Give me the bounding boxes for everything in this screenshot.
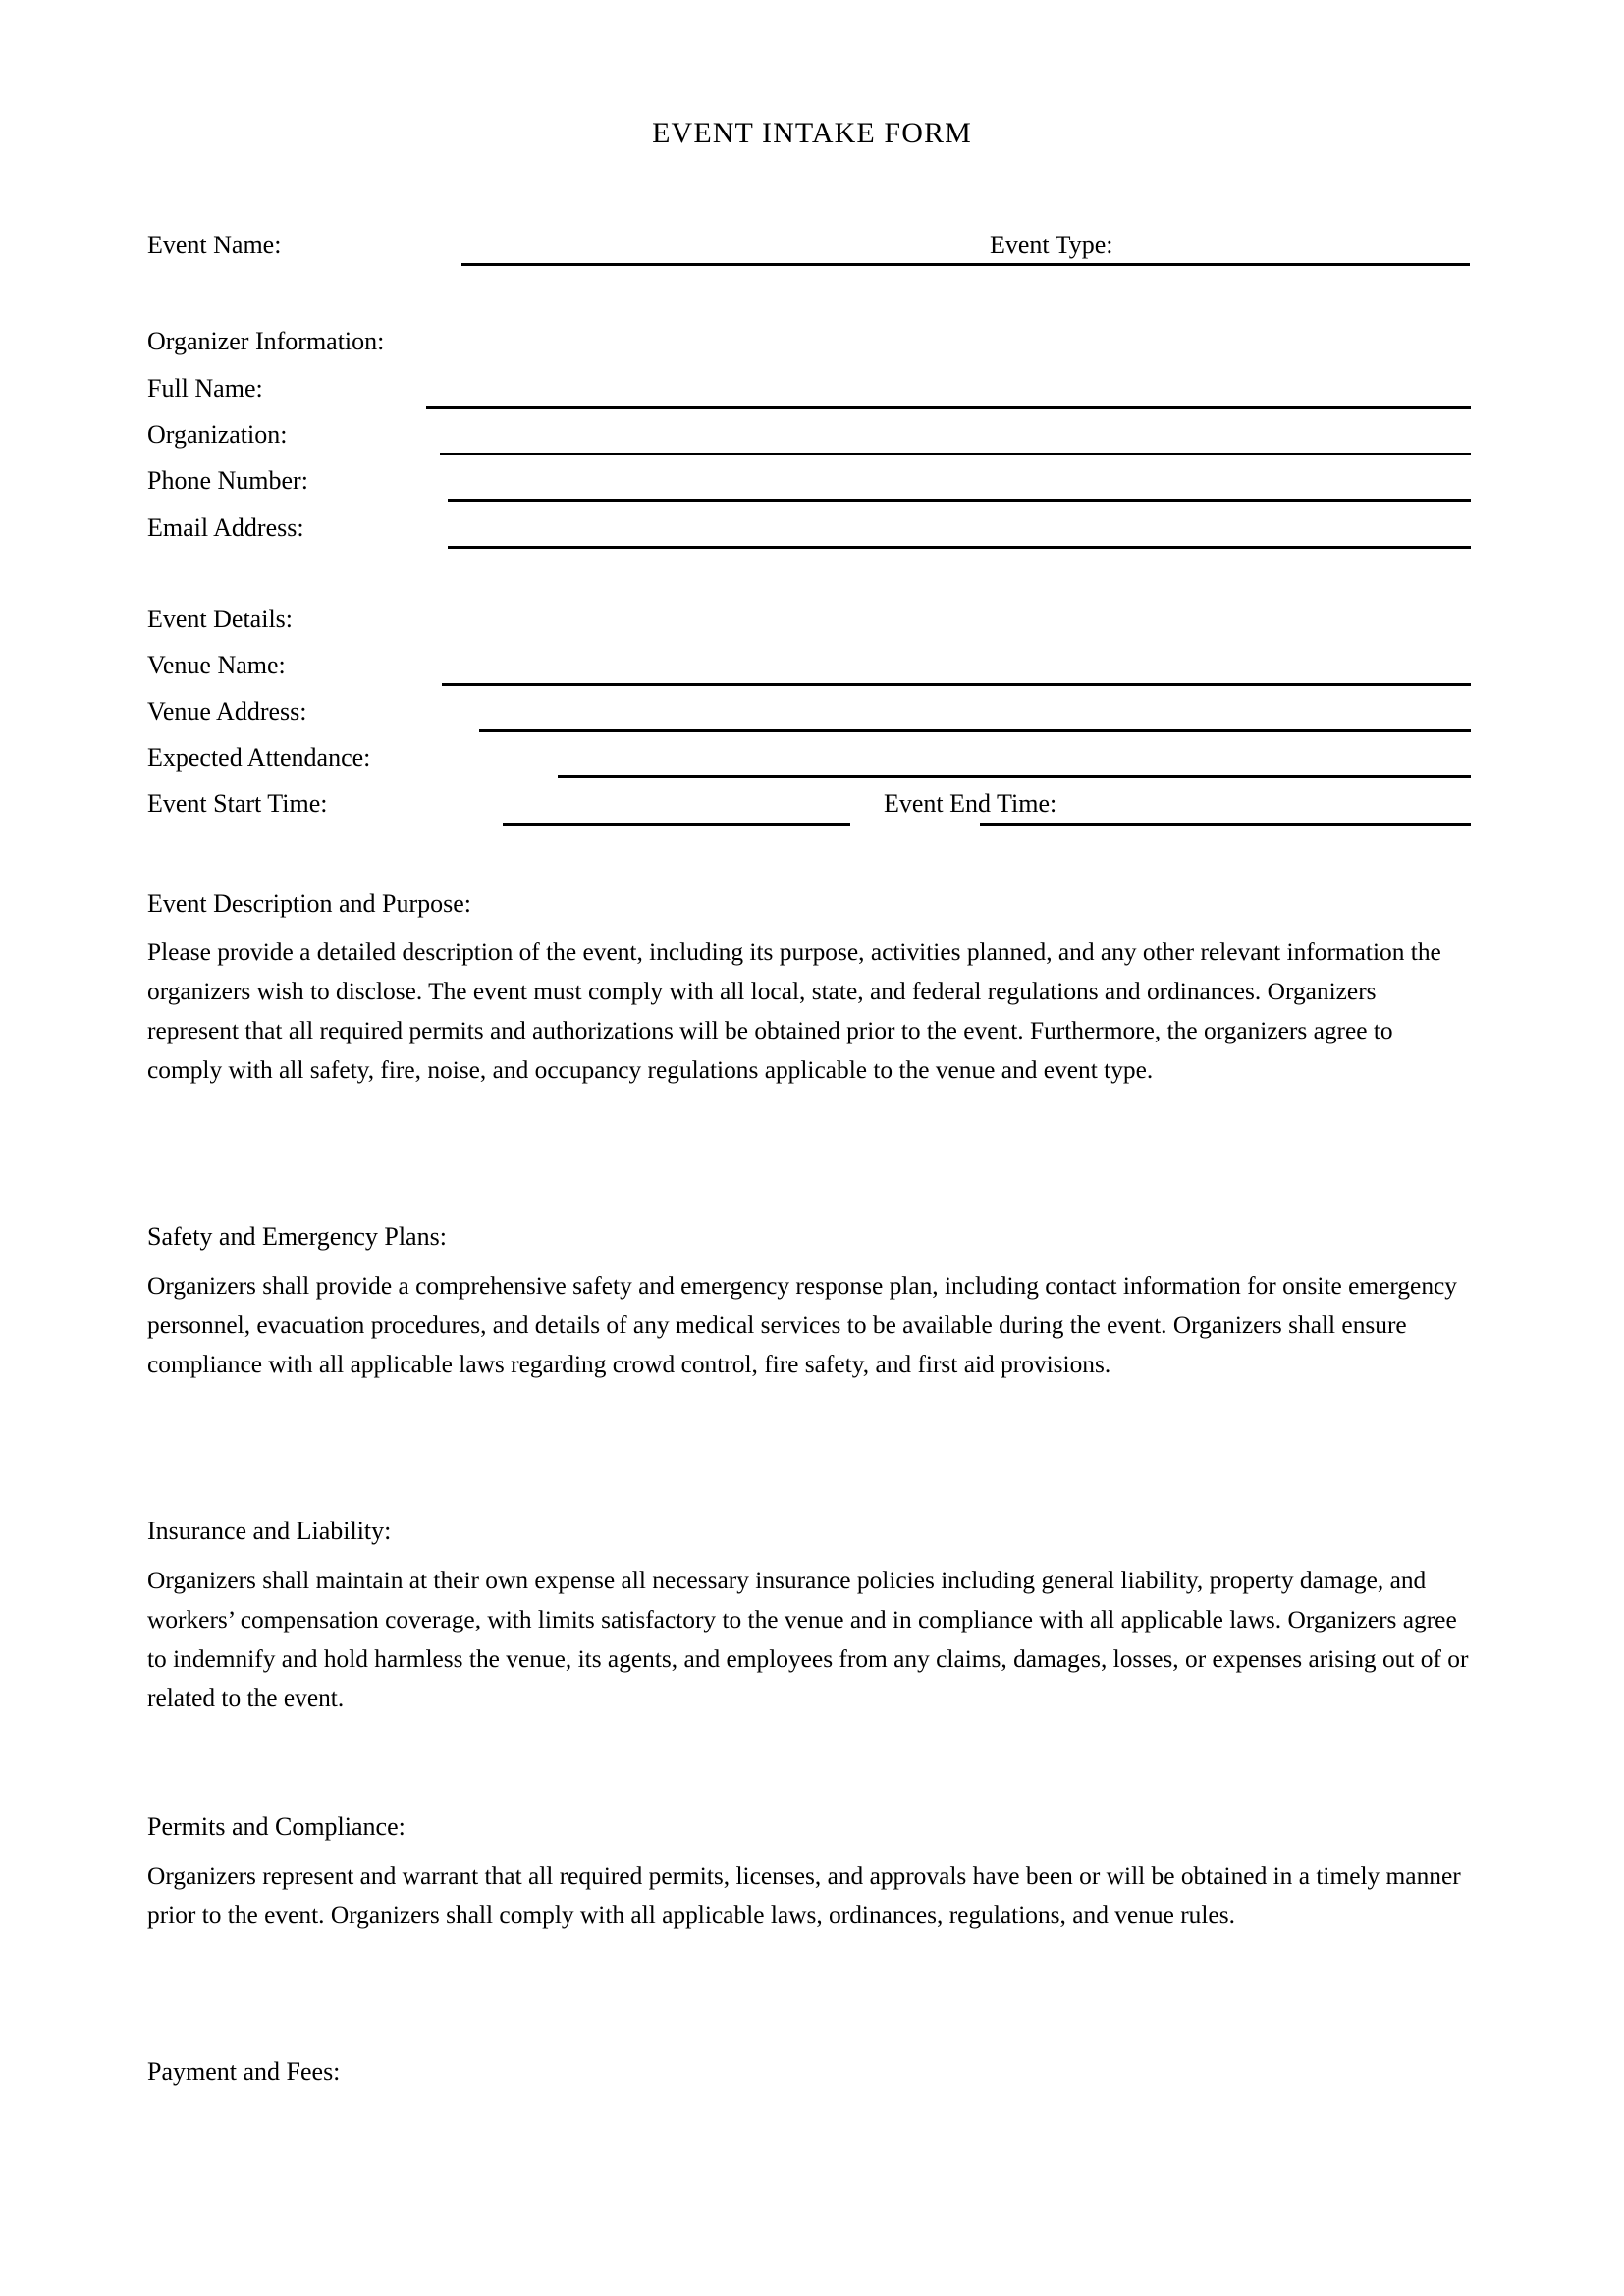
safety-emergency-heading: Safety and Emergency Plans: bbox=[147, 1222, 447, 1251]
event-description-body: Please provide a detailed description of the event, including its purpose, activities planned, and any other relevant information the organizers wish to disclose. The event must comply with all local, state, and federal regulations and ordinances. Organizers represent that all required permits and authorizations will be obtained prior to the event. Furthermore, the organizers agree to comply with all safety, fire, noise, and occupancy regulations applicable to the venue and event type. bbox=[147, 938, 1441, 1084]
organization-label: Organization: bbox=[147, 420, 288, 449]
event-end-time-label: Event End Time: bbox=[884, 789, 1057, 818]
insurance-liability-body: Organizers shall maintain at their own expense all necessary insurance policies including general liability, property damage, and workers’ compensation coverage, with limits satisfactory to the venue and in compliance with all applicable laws. Organizers agree to indemnify and hold harmless the venue, its agents, and employees from any claims, damages, losses, or expenses arising out of or related to the event. bbox=[147, 1567, 1469, 1712]
payment-fees-heading: Payment and Fees: bbox=[147, 2057, 341, 2086]
venue-address-input-rule[interactable] bbox=[479, 729, 1471, 732]
phone-number-input-rule[interactable] bbox=[448, 499, 1471, 502]
event-name-label: Event Name: bbox=[147, 231, 282, 259]
venue-address-label: Venue Address: bbox=[147, 697, 307, 725]
insurance-liability-heading: Insurance and Liability: bbox=[147, 1517, 392, 1545]
event-type-label: Event Type: bbox=[990, 231, 1113, 259]
venue-name-label: Venue Name: bbox=[147, 651, 286, 679]
phone-number-label: Phone Number: bbox=[147, 466, 308, 495]
event-start-time-label: Event Start Time: bbox=[147, 789, 328, 818]
expected-attendance-label: Expected Attendance: bbox=[147, 743, 371, 772]
full-name-input-rule[interactable] bbox=[426, 406, 1471, 409]
venue-name-input-rule[interactable] bbox=[442, 683, 1471, 686]
email-address-label: Email Address: bbox=[147, 513, 304, 542]
expected-attendance-input-rule[interactable] bbox=[558, 775, 1471, 778]
organization-input-rule[interactable] bbox=[440, 453, 1471, 455]
full-name-label: Full Name: bbox=[147, 374, 263, 402]
event-name-input-rule[interactable] bbox=[461, 263, 1470, 266]
permits-compliance-heading: Permits and Compliance: bbox=[147, 1812, 406, 1841]
page-title: EVENT INTAKE FORM bbox=[652, 117, 972, 149]
organizer-information-heading: Organizer Information: bbox=[147, 327, 385, 355]
event-details-heading: Event Details: bbox=[147, 605, 294, 633]
event-end-time-input-rule[interactable] bbox=[980, 823, 1471, 826]
permits-compliance-body: Organizers represent and warrant that all required permits, licenses, and approvals have been or will be obtained in a timely manner prior to the event. Organizers shall comply with all applicable laws, ordinances, regulations, and venue rules. bbox=[147, 1862, 1461, 1929]
email-address-input-rule[interactable] bbox=[448, 546, 1471, 549]
safety-emergency-body: Organizers shall provide a comprehensive safety and emergency response plan, including contact information for onsite emergency personnel, evacuation procedures, and details of any medical services to be available during the event. Organizers shall ensure compliance with all applicable laws regarding crowd control, fire safety, and first aid provisions. bbox=[147, 1272, 1457, 1378]
event-start-time-input-rule[interactable] bbox=[503, 823, 850, 826]
event-description-heading: Event Description and Purpose: bbox=[147, 889, 471, 918]
